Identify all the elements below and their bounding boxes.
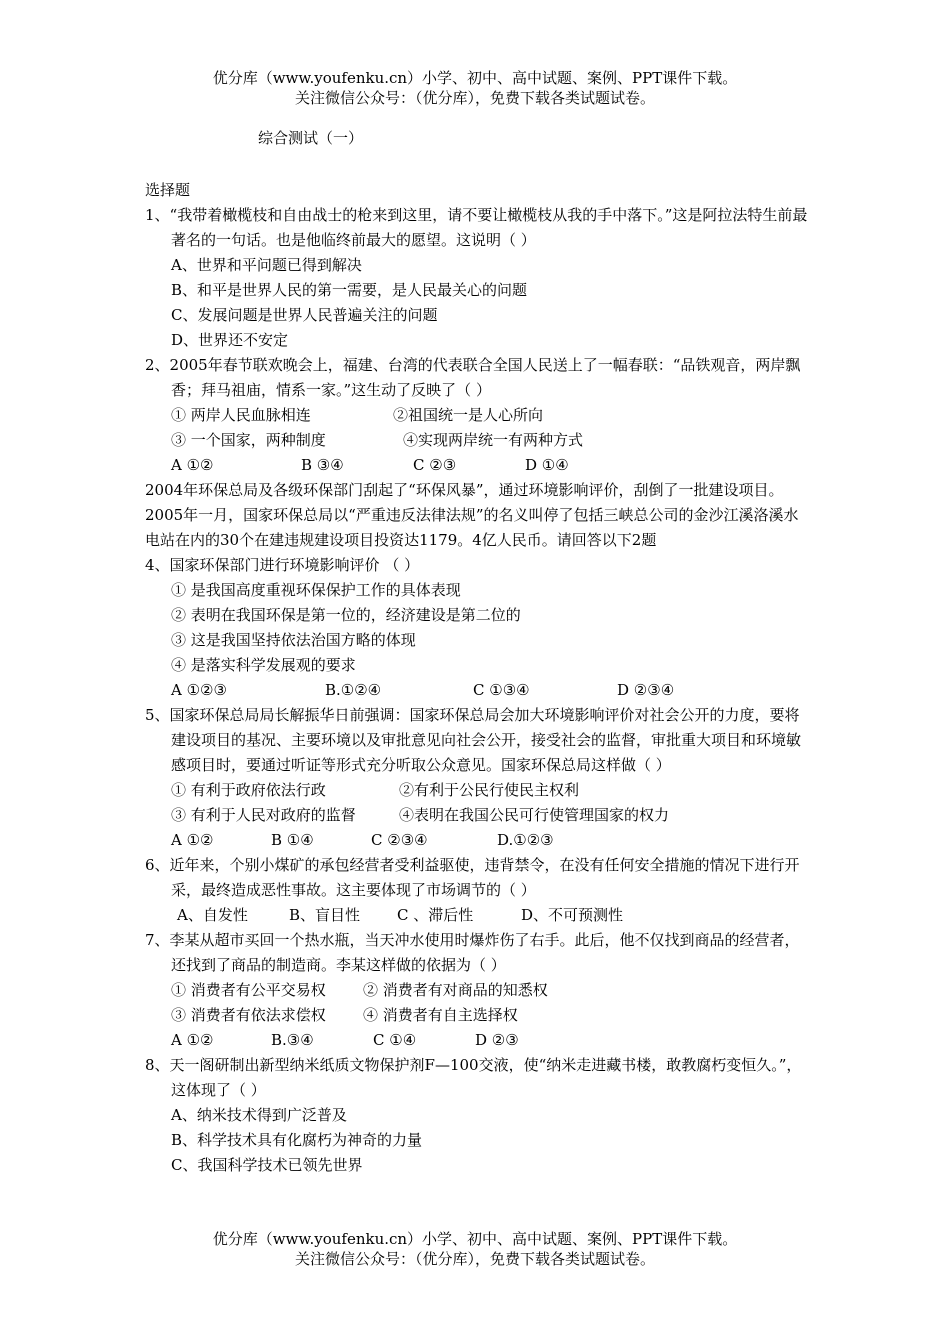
choice-row — [145, 903, 810, 928]
question-stem: 7、李某从超市买回一个热水瓶，当天冲水使用时爆炸伤了右手。此后，他不仅找到商品的经营者，还找到了商品的制造商。李某这样做的依据为（ ） — [145, 931, 800, 974]
item-row — [145, 403, 810, 428]
item: ② 消费者有对商品的知悉权 — [363, 981, 548, 999]
item: ① 消费者有公平交易权 — [171, 981, 326, 999]
item-row — [145, 778, 810, 803]
choice: B、盲目性 — [289, 906, 361, 924]
item-row — [145, 803, 810, 828]
question-4 — [145, 553, 810, 703]
question-1 — [145, 203, 810, 353]
choice: C ①③④ — [473, 681, 530, 699]
choice: D ②③④ — [617, 681, 675, 699]
item: ③ 一个国家，两种制度 — [171, 431, 326, 449]
question-5 — [145, 703, 810, 853]
item: ④ 消费者有自主选择权 — [363, 1006, 518, 1024]
item: ④表明在我国公民可行使管理国家的权力 — [399, 806, 670, 824]
choice: A、自发性 — [177, 906, 248, 924]
choice: D ①④ — [525, 456, 569, 474]
item-row — [145, 978, 810, 1003]
reading-passage: 2004年环保总局及各级环保部门刮起了“环保风暴”，通过环境影响评价，刮倒了一批建设项目。2005年一月，国家环保总局以“严重违反法律法规”的名义叫停了包括三峡总公司的金沙江溪洛溪水电站在内的30个在建违规建设项目投资达1179。4亿人民币。请回答以下2题 — [145, 481, 799, 549]
choice: C ②③④ — [371, 831, 428, 849]
choice: A ①② — [171, 1031, 214, 1049]
question-stem: 5、国家环保总局局长解振华日前强调：国家环保总局会加大环境影响评价对社会公开的力度，要将建设项目的基况、主要环境以及审批意见向社会公开，接受社会的监督，审批重大项目和环境敏感项目时，要通过听证等形式充分听取公众意见。国家环保总局这样做（ ） — [145, 706, 802, 774]
header-line-2: 关注微信公众号：（优分库），免费下载各类试题试卷。 — [294, 89, 655, 107]
choice: B ③④ — [301, 456, 344, 474]
item: ③ 有利于人民对政府的监督 — [171, 806, 356, 824]
choice-row — [145, 1028, 810, 1053]
option: C、我国科学技术已领先世界 — [171, 1156, 363, 1174]
page-footer — [0, 1229, 950, 1269]
header-line-1: 优分库（www.youfenku.cn）小学、初中、高中试题、案例、PPT课件下载。 — [212, 69, 738, 87]
question-2 — [145, 353, 810, 478]
document-body — [145, 178, 810, 1178]
choice: A ①② — [171, 456, 214, 474]
choice: D ②③ — [475, 1031, 519, 1049]
choice: C ②③ — [413, 456, 457, 474]
item: ① 有利于政府依法行政 — [171, 781, 326, 799]
choice: B.③④ — [271, 1031, 314, 1049]
option: A、纳米技术得到广泛普及 — [171, 1106, 347, 1124]
option: D、世界还不安定 — [171, 331, 289, 349]
item: ④ 是落实科学发展观的要求 — [171, 656, 356, 674]
item: ②祖国统一是人心所向 — [393, 406, 544, 424]
footer-line-1: 优分库（www.youfenku.cn）小学、初中、高中试题、案例、PPT课件下载。 — [212, 1230, 738, 1248]
section-heading: 选择题 — [145, 181, 191, 199]
item: ③ 这是我国坚持依法治国方略的体现 — [171, 631, 416, 649]
choice: B.①②④ — [325, 681, 382, 699]
item: ②有利于公民行使民主权利 — [399, 781, 580, 799]
choice: B ①④ — [271, 831, 314, 849]
item: ① 是我国高度重视环保保护工作的具体表现 — [171, 581, 461, 599]
option: A、世界和平问题已得到解决 — [171, 256, 362, 274]
question-8 — [145, 1053, 810, 1178]
option: B、和平是世界人民的第一需要，是人民最关心的问题 — [171, 281, 528, 299]
choice-row — [145, 678, 810, 703]
question-stem: 2、2005年春节联欢晚会上，福建、台湾的代表联合全国人民送上了一幅春联：“品铁观音，两岸飘香；拜马祖庙，情系一家。”这生动了反映了（ ） — [145, 356, 801, 399]
choice: A ①②③ — [171, 681, 227, 699]
choice-row — [145, 828, 810, 853]
item: ① 两岸人民血脉相连 — [171, 406, 311, 424]
question-stem: 8、天一阁研制出新型纳米纸质文物保护剂F—100交液，使“纳米走进藏书楼，敢教腐朽变恒久。”，这体现了（ ） — [145, 1056, 802, 1099]
page-header — [0, 68, 950, 108]
item: ④实现两岸统一有两种方式 — [403, 431, 584, 449]
option: B、科学技术具有化腐朽为神奇的力量 — [171, 1131, 423, 1149]
choice-row — [145, 453, 810, 478]
item: ③ 消费者有依法求偿权 — [171, 1006, 326, 1024]
choice: D、不可预测性 — [521, 906, 624, 924]
item-row — [145, 1003, 810, 1028]
option: C、发展问题是世界人民普遍关注的问题 — [171, 306, 438, 324]
question-stem: 1、“我带着橄榄枝和自由战士的枪来到这里，请不要让橄榄枝从我的手中落下。”这是阿拉法特生前最著名的一句话。也是他临终前最大的愿望。这说明（ ） — [145, 206, 808, 249]
choice: C 、滞后性 — [397, 906, 474, 924]
item-row — [145, 428, 810, 453]
footer-line-2: 关注微信公众号：（优分库），免费下载各类试题试卷。 — [294, 1250, 655, 1268]
choice: C ①④ — [373, 1031, 417, 1049]
page-title: 综合测试（一） — [258, 129, 364, 147]
question-stem: 4、国家环保部门进行环境影响评价 （ ） — [145, 556, 420, 574]
question-stem: 6、近年来，个别小煤矿的承包经营者受利益驱使，违背禁令，在没有任何安全措施的情况下进行开采，最终造成恶性事故。这主要体现了市场调节的（ ） — [145, 856, 800, 899]
item: ② 表明在我国环保是第一位的，经济建设是第二位的 — [171, 606, 521, 624]
choice: D.①②③ — [497, 831, 554, 849]
question-7 — [145, 928, 810, 1053]
choice: A ①② — [171, 831, 214, 849]
question-6 — [145, 853, 810, 928]
